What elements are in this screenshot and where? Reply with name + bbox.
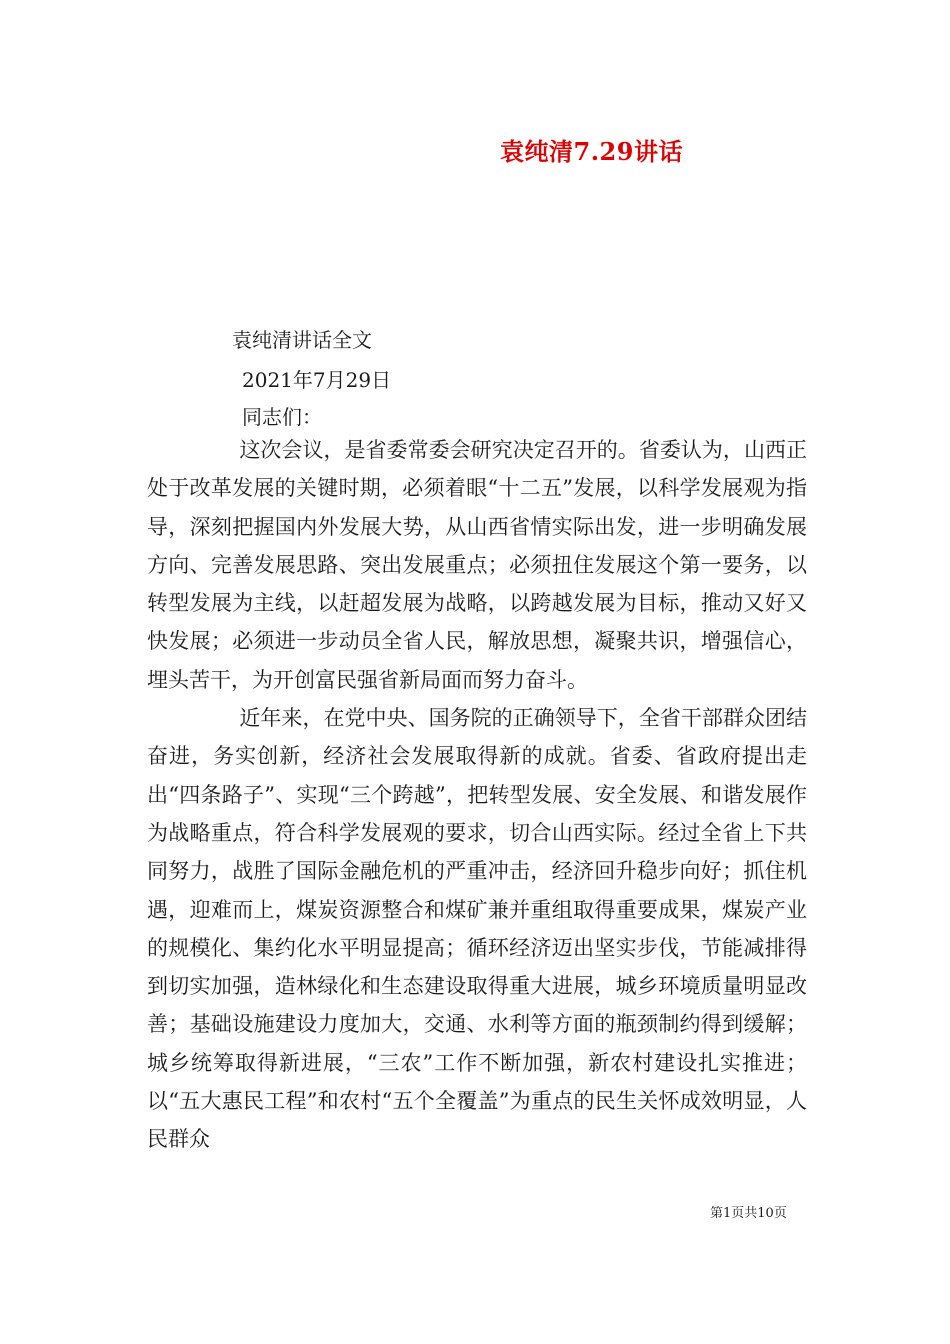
paragraph: 这次会议，是省委常委会研究决定召开的。省委认为，山西正处于改革发展的关键时期，必须着眼“十二五”发展，以科学发展观为指导，深刻把握国内外发展大势，从山西省情实际出发，进一步明确发展方向、完善发展思路、突出发展重点；必须扭住发展这个第一要务，以转型发展为主线，以赶超发展为战略，以跨越发展为目标，推动又好又快发展；必须进一步动员全省人民，解放思想，凝聚共识，增强信心，埋头苦干，为开创富民强省新局面而努力奋斗。 xyxy=(147,438,807,692)
paragraph: 近年来，在党中央、国务院的正确领导下，全省干部群众团结奋进，务实创新，经济社会发展取得新的成就。省委、省政府提出走出“四条路子”、实现“三个跨越”，把转型发展、安全发展、和谐发展作为战略重点，符合科学发展观的要求，切合山西实际。经过全省上下共同努力，战胜了国际金融危机的严重冲击，经济回升稳步向好；抓住机遇，迎难而上，煤炭资源整合和煤矿兼并重组取得重要成果，煤炭产业的规模化、集约化水平明显提高；循环经济迈出坚实步伐，节能减排得到切实加强，造林绿化和生态建设取得重大进展，城乡环境质量明显改善；基础设施建设力度加大，交通、水利等方面的瓶颈制约得到缓解；城乡统筹取得新进展，“三农”工作不断加强，新农村建设扎实推进；以“五大惠民工程”和农村“五个全覆盖”为重点的民生关怀成效明显，人民群众 xyxy=(147,706,807,1152)
document-date: 2021年7月29日 xyxy=(242,368,392,392)
document-body xyxy=(147,431,807,1159)
document-title: 袁纯清7.29讲话 xyxy=(500,137,683,166)
document-subtitle: 袁纯清讲话全文 xyxy=(232,328,372,352)
page-number: 第1页共10页 xyxy=(710,1206,787,1221)
greeting: 同志们： xyxy=(242,405,322,429)
